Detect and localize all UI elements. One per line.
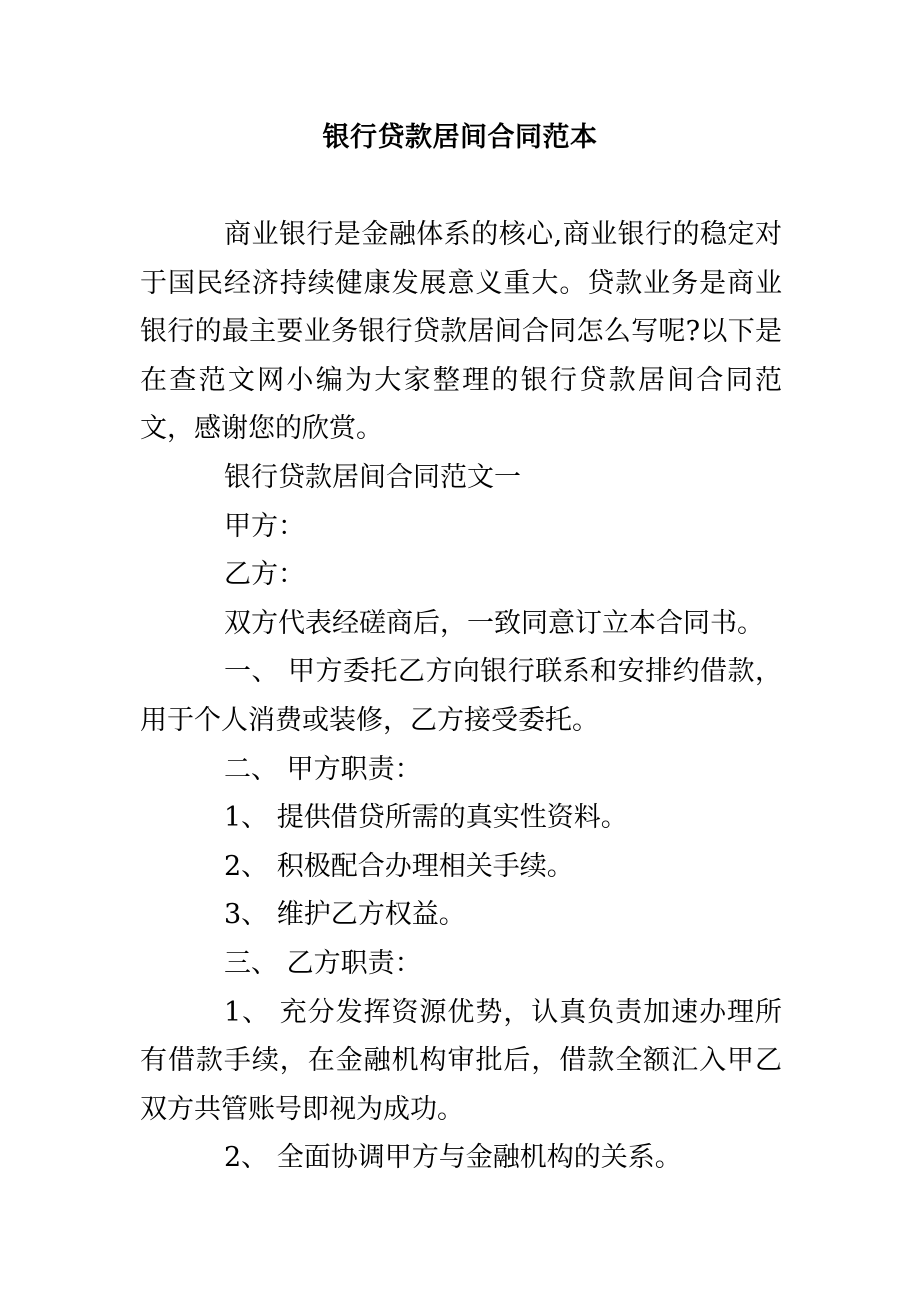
clause-two-item: 3、 维护乙方权益。: [224, 899, 466, 931]
document-body: [140, 211, 782, 1183]
intro-paragraph: 商业银行是金融体系的核心,商业银行的稳定对于国民经济持续健康发展意义重大。贷款业务是商业银行的最主要业务银行贷款居间合同怎么写呢?以下是在查范文网小编为大家整理的银行贷款居间合同范文，感谢您的欣赏。: [140, 219, 782, 445]
clause-three-heading: 三、 乙方职责：: [224, 947, 422, 979]
party-a-line: 甲方：: [224, 510, 305, 542]
clause-one: 一、 甲方委托乙方向银行联系和安排约借款，用于个人消费或装修，乙方接受委托。: [140, 656, 782, 736]
agreement-paragraph: 双方代表经磋商后，一致同意订立本合同书。: [224, 607, 764, 639]
clause-two-heading: 二、 甲方职责：: [224, 753, 422, 785]
section-heading: 银行贷款居间合同范文一: [224, 461, 521, 493]
clause-three-item: 1、 充分发挥资源优势，认真负责加速办理所有借款手续，在金融机构审批后，借款全额汇入甲乙双方共管账号即视为成功。: [140, 996, 782, 1125]
party-b-line: 乙方：: [224, 559, 305, 591]
clause-three-item: 2、 全面协调甲方与金融机构的关系。: [224, 1142, 682, 1174]
document-title: 银行贷款居间合同范本: [322, 122, 598, 153]
clause-two-item: 1、 提供借贷所需的真实性资料。: [224, 802, 628, 834]
clause-two-item: 2、 积极配合办理相关手续。: [224, 850, 574, 882]
